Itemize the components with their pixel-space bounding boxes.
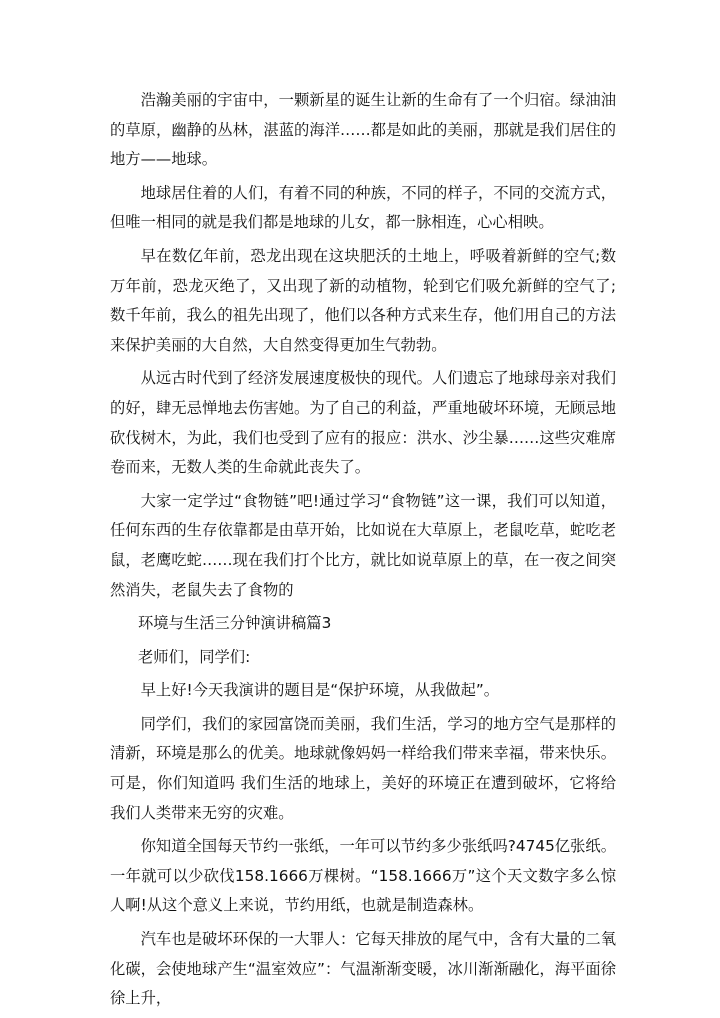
- paragraph: 你知道全国每天节约一张纸，一年可以节约多少张纸吗?4745亿张纸。一年就可以少砍伐158.1666万棵树。“158.1666万”这个天文数字多么惊人啊!从这个意义上来说，节约用纸，也就是制造森林。: [110, 837, 616, 915]
- document-body: [110, 86, 616, 1018]
- section-heading: 环境与生活三分钟演讲稿篇3: [138, 614, 332, 633]
- paragraph: 同学们，我们的家园富饶而美丽，我们生活，学习的地方空气是那样的清新，环境是那么的优美。地球就像妈妈一样给我们带来幸福，带来快乐。可是，你们知道吗 我们生活的地球上，美好的环境正在遭到破坏，它将给我们人类带来无穷的灾难。: [110, 714, 616, 822]
- paragraph: 早上好!今天我演讲的题目是“保护环境，从我做起”。: [140, 681, 500, 700]
- salutation: 老师们，同学们:: [138, 647, 251, 666]
- paragraph: 从远古时代到了经济发展速度极快的现代。人们遗忘了地球母亲对我们的好，肆无忌惮地去伤害她。为了自己的利益，严重地破坏环境，无顾忌地砍伐树木，为此，我们也受到了应有的报应：洪水、沙尘暴……这些灾难席卷而来，无数人类的生命就此丧失了。: [110, 369, 616, 477]
- paragraph: 早在数亿年前，恐龙出现在这块肥沃的土地上，呼吸着新鲜的空气;数万年前，恐龙灭绝了，又出现了新的动植物，轮到它们吸允新鲜的空气了;数千年前，我么的祖先出现了，他们以各种方式来生存，他们用自己的方法来保护美丽的大自然，大自然变得更加生气勃勃。: [110, 246, 616, 354]
- paragraph: 浩瀚美丽的宇宙中，一颗新星的诞生让新的生命有了一个归宿。绿油油的草原，幽静的丛林，湛蓝的海洋……都是如此的美丽，那就是我们居住的地方——地球。: [110, 91, 616, 169]
- paragraph: 汽车也是破坏环保的一大罪人：它每天排放的尾气中，含有大量的二氧化碳，会使地球产生“温室效应”：气温渐渐变暖，冰川渐渐融化，海平面徐徐上升，: [110, 930, 616, 1008]
- paragraph: 大家一定学过“食物链”吧!通过学习“食物链”这一课，我们可以知道，任何东西的生存依靠都是由草开始，比如说在大草原上，老鼠吃草，蛇吃老鼠，老鹰吃蛇……现在我们打个比方，就比如说草原上的草，在一夜之间突然消失，老鼠失去了食物的: [110, 491, 616, 599]
- paragraph: 地球居住着的人们，有着不同的种族，不同的样子，不同的交流方式，但唯一相同的就是我们都是地球的儿女，都一脉相连，心心相映。: [110, 183, 616, 232]
